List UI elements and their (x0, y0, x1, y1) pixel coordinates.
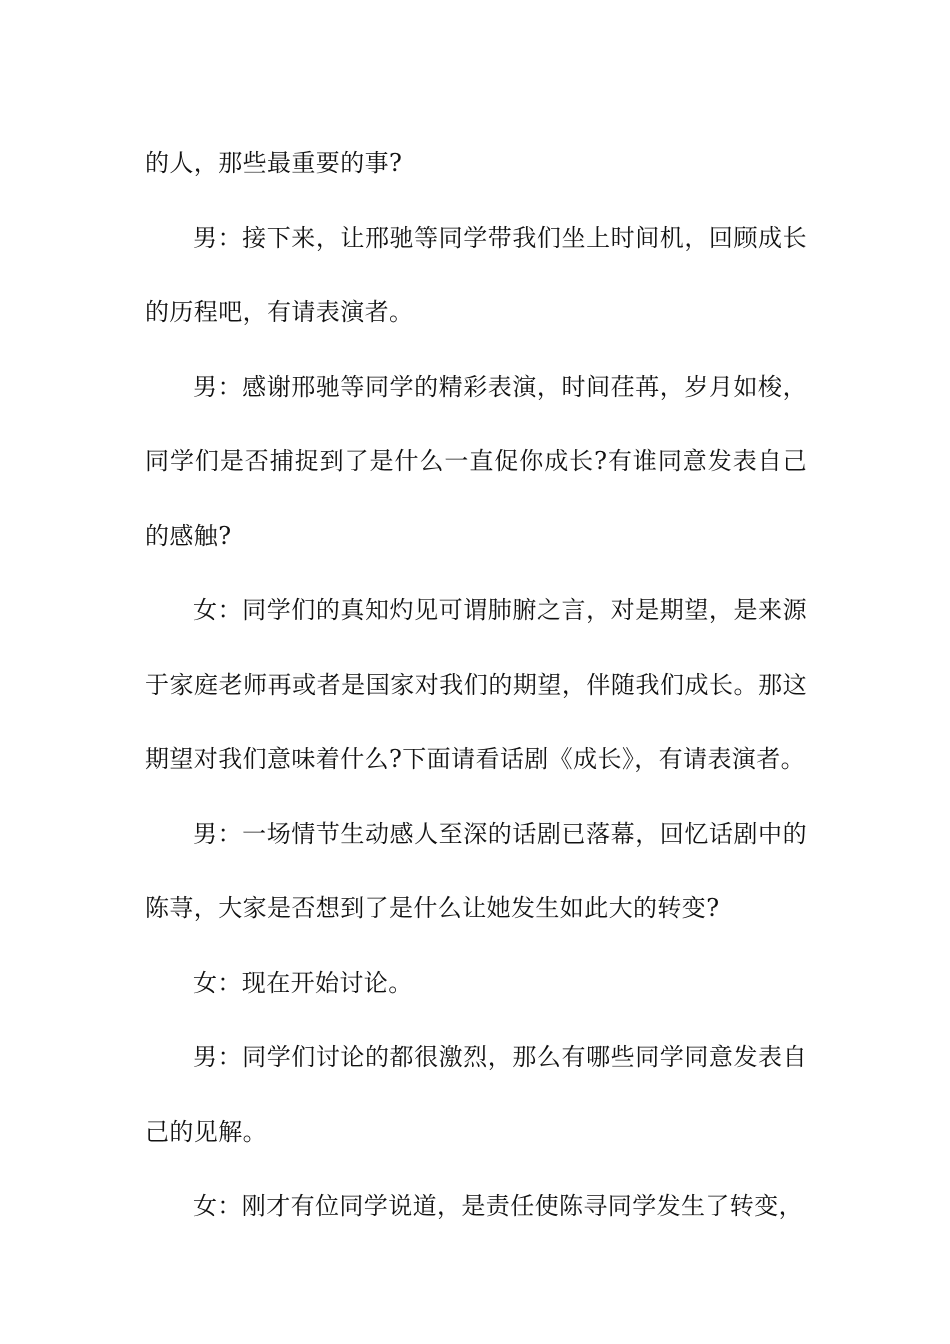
paragraph: 女：同学们的真知灼见可谓肺腑之言，对是期望，是来源于家庭老师再或者是国家对我们的期望，伴随我们成长。那这期望对我们意味着什么?下面请看话剧《成长》，有请表演者。 (145, 596, 807, 773)
document-body (145, 126, 807, 1244)
paragraph: 男：同学们讨论的都很激烈，那么有哪些同学同意发表自己的见解。 (145, 1043, 807, 1146)
paragraph: 男：一场情节生动感人至深的话剧已落幕，回忆话剧中的陈荨，大家是否想到了是什么让她发生如此大的转变? (145, 819, 807, 922)
paragraph: 女：现在开始讨论。 (193, 968, 413, 997)
paragraph: 的人，那些最重要的事? (145, 149, 403, 177)
paragraph: 男：接下来，让邢驰等同学带我们坐上时间机，回顾成长的历程吧，有请表演者。 (145, 223, 807, 326)
paragraph: 女：刚才有位同学说道，是责任使陈寻同学发生了转变， (193, 1192, 803, 1220)
paragraph: 男：感谢邢驰等同学的精彩表演，时间荏苒，岁月如梭，同学们是否捕捉到了是什么一直促你成长?有谁同意发表自己的感触? (145, 372, 807, 550)
